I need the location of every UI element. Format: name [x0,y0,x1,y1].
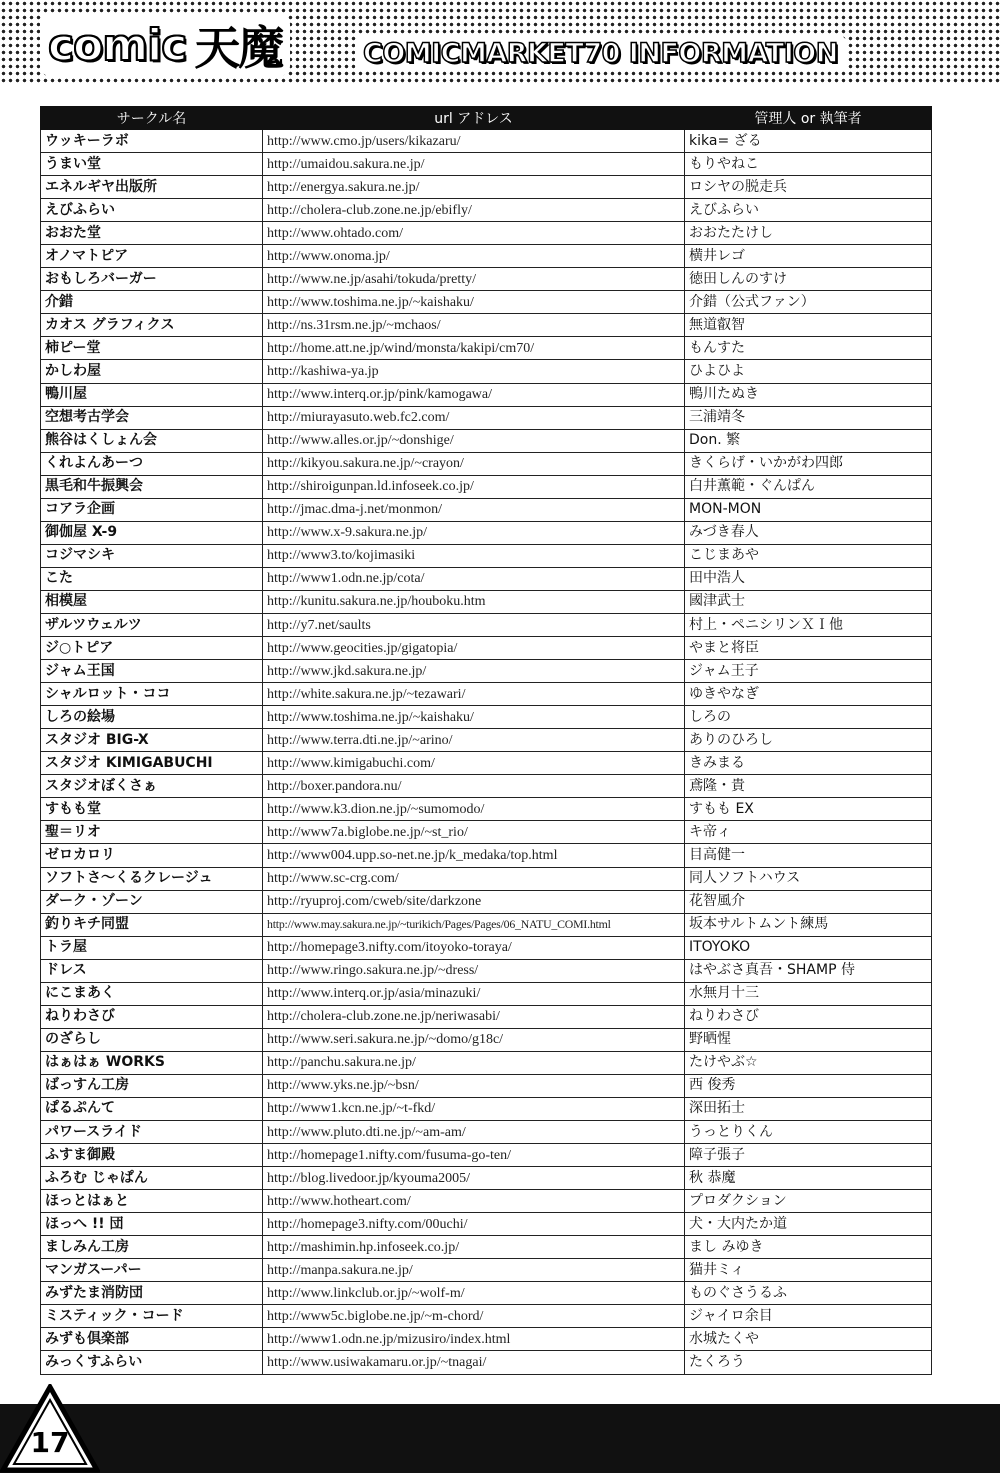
circle-name-cell: こた [41,567,263,590]
table-row [41,337,932,360]
circle-name-cell: コジマシキ [41,544,263,567]
circle-name-cell: おおた堂 [41,222,263,245]
table-row [41,1351,932,1374]
author-cell: ロシヤの脱走兵 [685,176,932,199]
author-cell: おおたたけし [685,222,932,245]
circle-name-cell: みっくすふらい [41,1351,263,1374]
author-cell: 國津武士 [685,590,932,613]
url-cell[interactable]: http://www5c.biglobe.ne.jp/~m-chord/ [263,1305,685,1328]
table-row [41,706,932,729]
circle-name-cell: エネルギヤ出版所 [41,176,263,199]
table-row [41,199,932,222]
table-row [41,383,932,406]
circle-name-cell: 御伽屋 X-9 [41,521,263,544]
table-row [41,429,932,452]
table-row [41,567,932,590]
circle-name-cell: 黒毛和牛振興会 [41,475,263,498]
author-cell: MON-MON [685,498,932,521]
circle-name-cell: ましみん工房 [41,1236,263,1259]
column-header-url: url アドレス [263,107,685,130]
url-cell[interactable]: http://homepage3.nifty.com/itoyoko-toraya/ [263,936,685,959]
table-row [41,222,932,245]
table-row [41,475,932,498]
table-row [41,1259,932,1282]
circle-name-cell: ザルツウェルツ [41,613,263,636]
author-cell: ありのひろし [685,729,932,752]
author-cell: 白井薫範・ぐんぱん [685,475,932,498]
author-cell: すもも EX [685,798,932,821]
circle-info-table [40,106,932,1375]
url-cell[interactable]: http://www7a.biglobe.ne.jp/~st_rio/ [263,821,685,844]
circle-name-cell: パワースライド [41,1121,263,1144]
author-cell: 深田拓士 [685,1097,932,1120]
url-cell[interactable]: http://shiroigunpan.ld.infoseek.co.jp/ [263,475,685,498]
url-cell[interactable]: http://www.may.sakura.ne.jp/~turikich/Pages/Pages/06_NATU_COMI.html [263,913,685,936]
url-cell[interactable]: http://home.att.ne.jp/wind/monsta/kakipi/cm70/ [263,337,685,360]
author-cell: 坂本サルトムント練馬 [685,913,932,936]
author-cell: 同人ソフトハウス [685,867,932,890]
circle-name-cell: ソフトさ～くるクレージュ [41,867,263,890]
author-cell: 水無月十三 [685,982,932,1005]
author-cell: プロダクション [685,1190,932,1213]
url-cell[interactable]: http://www.usiwakamaru.or.jp/~tnagai/ [263,1351,685,1374]
circle-name-cell: しろの絵場 [41,706,263,729]
author-cell: もんすた [685,337,932,360]
author-cell: 横井レゴ [685,245,932,268]
author-cell: しろの [685,706,932,729]
table-row [41,867,932,890]
circle-name-cell: のざらし [41,1028,263,1051]
table-row [41,130,932,153]
circle-name-cell: ふすま御殿 [41,1144,263,1167]
author-cell: やまと将臣 [685,637,932,660]
table-row [41,1144,932,1167]
author-cell: ジャイロ余目 [685,1305,932,1328]
url-cell[interactable]: http://www.interq.or.jp/asia/minazuki/ [263,982,685,1005]
url-cell[interactable]: http://www.jkd.sakura.ne.jp/ [263,660,685,683]
url-cell[interactable]: http://www.sc-crg.com/ [263,867,685,890]
author-cell: えびふらい [685,199,932,222]
table-row [41,752,932,775]
circle-name-cell: 空想考古学会 [41,406,263,429]
table-row [41,775,932,798]
url-cell[interactable]: http://www.kimigabuchi.com/ [263,752,685,775]
author-cell: こじまあや [685,544,932,567]
table-body [41,130,932,1375]
table-row [41,1305,932,1328]
table-row [41,913,932,936]
table-row [41,936,932,959]
circle-name-cell: ねりわさび [41,1005,263,1028]
url-cell[interactable]: http://www.hotheart.com/ [263,1190,685,1213]
author-cell: 介錯（公式ファン） [685,291,932,314]
author-cell: みづき春人 [685,521,932,544]
table-row [41,1028,932,1051]
circle-name-cell: くれよんあーつ [41,452,263,475]
url-cell[interactable]: http://www1.odn.ne.jp/cota/ [263,567,685,590]
url-cell[interactable]: http://jmac.dma-j.net/monmon/ [263,498,685,521]
circle-name-cell: ゼロカロリ [41,844,263,867]
circle-name-cell: うまい堂 [41,153,263,176]
author-cell: たくろう [685,1351,932,1374]
url-cell[interactable]: http://ryuproj.com/cweb/site/darkzone [263,890,685,913]
circle-name-cell: シャルロット・ココ [41,683,263,706]
table-row [41,683,932,706]
circle-name-cell: えびふらい [41,199,263,222]
url-cell[interactable]: http://miurayasuto.web.fc2.com/ [263,406,685,429]
url-cell[interactable]: http://kunitu.sakura.ne.jp/houboku.htm [263,590,685,613]
table-row [41,406,932,429]
url-cell[interactable]: http://white.sakura.ne.jp/~tezawari/ [263,683,685,706]
author-cell: ジャム王子 [685,660,932,683]
author-cell: はやぶさ真吾・SHAMP 侍 [685,959,932,982]
circle-name-cell: ウッキーラボ [41,130,263,153]
circle-name-cell: 熊谷はくしょん会 [41,429,263,452]
table-row [41,245,932,268]
url-cell[interactable]: http://www.k3.dion.ne.jp/~sumomodo/ [263,798,685,821]
circle-name-cell: ふろむ じゃぱん [41,1167,263,1190]
url-cell[interactable]: http://www1.odn.ne.jp/mizusiro/index.html [263,1328,685,1351]
circle-name-cell: ミスティック・コード [41,1305,263,1328]
url-cell[interactable]: http://cholera-club.zone.ne.jp/ebifly/ [263,199,685,222]
url-cell[interactable]: http://umaidou.sakura.ne.jp/ [263,153,685,176]
url-cell[interactable]: http://www.seri.sakura.ne.jp/~domo/g18c/ [263,1028,685,1051]
circle-name-cell: ジ○トピア [41,637,263,660]
table-row [41,1005,932,1028]
table-row [41,1097,932,1120]
table-row [41,1074,932,1097]
circle-name-cell: ぱるぷんて [41,1097,263,1120]
table-row [41,314,932,337]
url-cell[interactable]: http://blog.livedoor.jp/kyouma2005/ [263,1167,685,1190]
circle-name-cell: スタジオぼくさぁ [41,775,263,798]
footer-bar [0,1404,1000,1473]
url-cell[interactable]: http://www3.to/kojimasiki [263,544,685,567]
author-cell: ひよひよ [685,360,932,383]
circle-name-cell: ばっすん工房 [41,1074,263,1097]
url-cell[interactable]: http://manpa.sakura.ne.jp/ [263,1259,685,1282]
author-cell: 猫井ミィ [685,1259,932,1282]
table-row [41,1213,932,1236]
page-title: COMICMARKET70 INFORMATION [355,36,846,71]
header-halftone-band [0,0,1000,84]
table-row [41,590,932,613]
author-cell: きみまる [685,752,932,775]
url-cell[interactable]: http://panchu.sakura.ne.jp/ [263,1051,685,1074]
table-row [41,360,932,383]
author-cell: Don. 繁 [685,429,932,452]
author-cell: 西 俊秀 [685,1074,932,1097]
url-cell[interactable]: http://www.terra.dti.ne.jp/~arino/ [263,729,685,752]
table-row [41,1121,932,1144]
circle-name-cell: コアラ企画 [41,498,263,521]
author-cell: 鴨川たぬき [685,383,932,406]
table-row [41,637,932,660]
url-cell[interactable]: http://www.ne.jp/asahi/tokuda/pretty/ [263,268,685,291]
table-row [41,1236,932,1259]
table-row [41,268,932,291]
circle-name-cell: スタジオ BIG-X [41,729,263,752]
url-cell[interactable]: http://www.ohtado.com/ [263,222,685,245]
table-row [41,521,932,544]
author-cell: たけやぶ☆ [685,1051,932,1074]
author-cell: 三浦靖冬 [685,406,932,429]
table-row [41,821,932,844]
column-header-circle: サークル名 [41,107,263,130]
circle-name-cell: みずも倶楽部 [41,1328,263,1351]
author-cell: まし みゆき [685,1236,932,1259]
author-cell: 目高健一 [685,844,932,867]
author-cell: ゆきやなぎ [685,683,932,706]
circle-name-cell: スタジオ KIMIGABUCHI [41,752,263,775]
url-cell[interactable]: http://www.pluto.dti.ne.jp/~am-am/ [263,1121,685,1144]
url-cell[interactable]: http://www.geocities.jp/gigatopia/ [263,637,685,660]
url-cell[interactable]: http://www.interq.or.jp/pink/kamogawa/ [263,383,685,406]
circle-name-cell: かしわ屋 [41,360,263,383]
url-cell[interactable]: http://kikyou.sakura.ne.jp/~crayon/ [263,452,685,475]
table-row [41,890,932,913]
author-cell: 犬・大内たか道 [685,1213,932,1236]
url-cell[interactable]: http://cholera-club.zone.ne.jp/neriwasabi/ [263,1005,685,1028]
circle-name-cell: 聖＝リオ [41,821,263,844]
circle-name-cell: はぁはぁ WORKS [41,1051,263,1074]
table-row [41,1328,932,1351]
table-row [41,982,932,1005]
circle-name-cell: オノマトピア [41,245,263,268]
url-cell[interactable]: http://www.cmo.jp/users/kikazaru/ [263,130,685,153]
table-row [41,1282,932,1305]
author-cell: 花智風介 [685,890,932,913]
circle-name-cell: 釣りキチ同盟 [41,913,263,936]
logo-kanji-text: 天魔 [194,21,283,75]
author-cell: ものぐさうるふ [685,1282,932,1305]
table-row [41,729,932,752]
author-cell: 野晒惺 [685,1028,932,1051]
column-header-author: 管理人 or 執筆者 [685,107,932,130]
circle-name-cell: すもも堂 [41,798,263,821]
circle-name-cell: みずたま消防団 [41,1282,263,1305]
logo-latin-text: comic [48,19,187,71]
url-cell[interactable]: http://homepage1.nifty.com/fusuma-go-ten/ [263,1144,685,1167]
circle-name-cell: トラ屋 [41,936,263,959]
table-row [41,1051,932,1074]
url-cell[interactable]: http://www.yks.ne.jp/~bsn/ [263,1074,685,1097]
url-cell[interactable]: http://www.toshima.ne.jp/~kaishaku/ [263,291,685,314]
author-cell: 水城たくや [685,1328,932,1351]
url-cell[interactable]: http://www.ringo.sakura.ne.jp/~dress/ [263,959,685,982]
url-cell[interactable]: http://www.onoma.jp/ [263,245,685,268]
url-cell[interactable]: http://www004.upp.so-net.ne.jp/k_medaka/top.html [263,844,685,867]
author-cell: 無道叡智 [685,314,932,337]
url-cell[interactable]: http://www.x-9.sakura.ne.jp/ [263,521,685,544]
circle-name-cell: ほっへ !! 団 [41,1213,263,1236]
table-row [41,291,932,314]
circle-name-cell: 柿ピー堂 [41,337,263,360]
url-cell[interactable]: http://boxer.pandora.nu/ [263,775,685,798]
url-cell[interactable]: http://www.alles.or.jp/~donshige/ [263,429,685,452]
circle-name-cell: マンガスーパー [41,1259,263,1282]
circle-name-cell: ダーク・ゾーン [41,890,263,913]
table-row [41,498,932,521]
table-row [41,176,932,199]
author-cell: ねりわさび [685,1005,932,1028]
circle-name-cell: にこまあく [41,982,263,1005]
magazine-logo [40,14,290,76]
author-cell: キ帝ィ [685,821,932,844]
table-row [41,1167,932,1190]
table-row [41,959,932,982]
url-cell[interactable]: http://www.linkclub.or.jp/~wolf-m/ [263,1282,685,1305]
url-cell[interactable]: http://www1.kcn.ne.jp/~t-fkd/ [263,1097,685,1120]
table-row [41,844,932,867]
author-cell: 秋 恭魔 [685,1167,932,1190]
circle-name-cell: ドレス [41,959,263,982]
author-cell: もりやねこ [685,153,932,176]
url-cell[interactable]: http://homepage3.nifty.com/00uchi/ [263,1213,685,1236]
table-row [41,798,932,821]
circle-name-cell: 鴨川屋 [41,383,263,406]
url-cell[interactable]: http://mashimin.hp.infoseek.co.jp/ [263,1236,685,1259]
circle-name-cell: 相模屋 [41,590,263,613]
circle-name-cell: ジャム王国 [41,660,263,683]
table-row [41,153,932,176]
url-cell[interactable]: http://kashiwa-ya.jp [263,360,685,383]
table-row [41,1190,932,1213]
circle-name-cell: おもしろバーガー [41,268,263,291]
author-cell: うっとりくん [685,1121,932,1144]
author-cell: 徳田しんのすけ [685,268,932,291]
url-cell[interactable]: http://y7.net/saults [263,613,685,636]
page-number: 17 [30,1426,70,1459]
url-cell[interactable]: http://energya.sakura.ne.jp/ [263,176,685,199]
circle-name-cell: 介錯 [41,291,263,314]
table-row [41,544,932,567]
page-number-badge [0,1384,100,1473]
table-row [41,613,932,636]
author-cell: 田中浩人 [685,567,932,590]
author-cell: 鳶隆・貴 [685,775,932,798]
table-row [41,452,932,475]
url-cell[interactable]: http://www.toshima.ne.jp/~kaishaku/ [263,706,685,729]
author-cell: 障子張子 [685,1144,932,1167]
circle-name-cell: カオス グラフィクス [41,314,263,337]
author-cell: きくらげ・いかがわ四郎 [685,452,932,475]
table-header-row [41,107,932,130]
table-row [41,660,932,683]
author-cell: kika= ざる [685,130,932,153]
author-cell: ITOYOKO [685,936,932,959]
circle-name-cell: ほっとはぁと [41,1190,263,1213]
author-cell: 村上・ペニシリンＸＩ他 [685,613,932,636]
url-cell[interactable]: http://ns.31rsm.ne.jp/~mchaos/ [263,314,685,337]
